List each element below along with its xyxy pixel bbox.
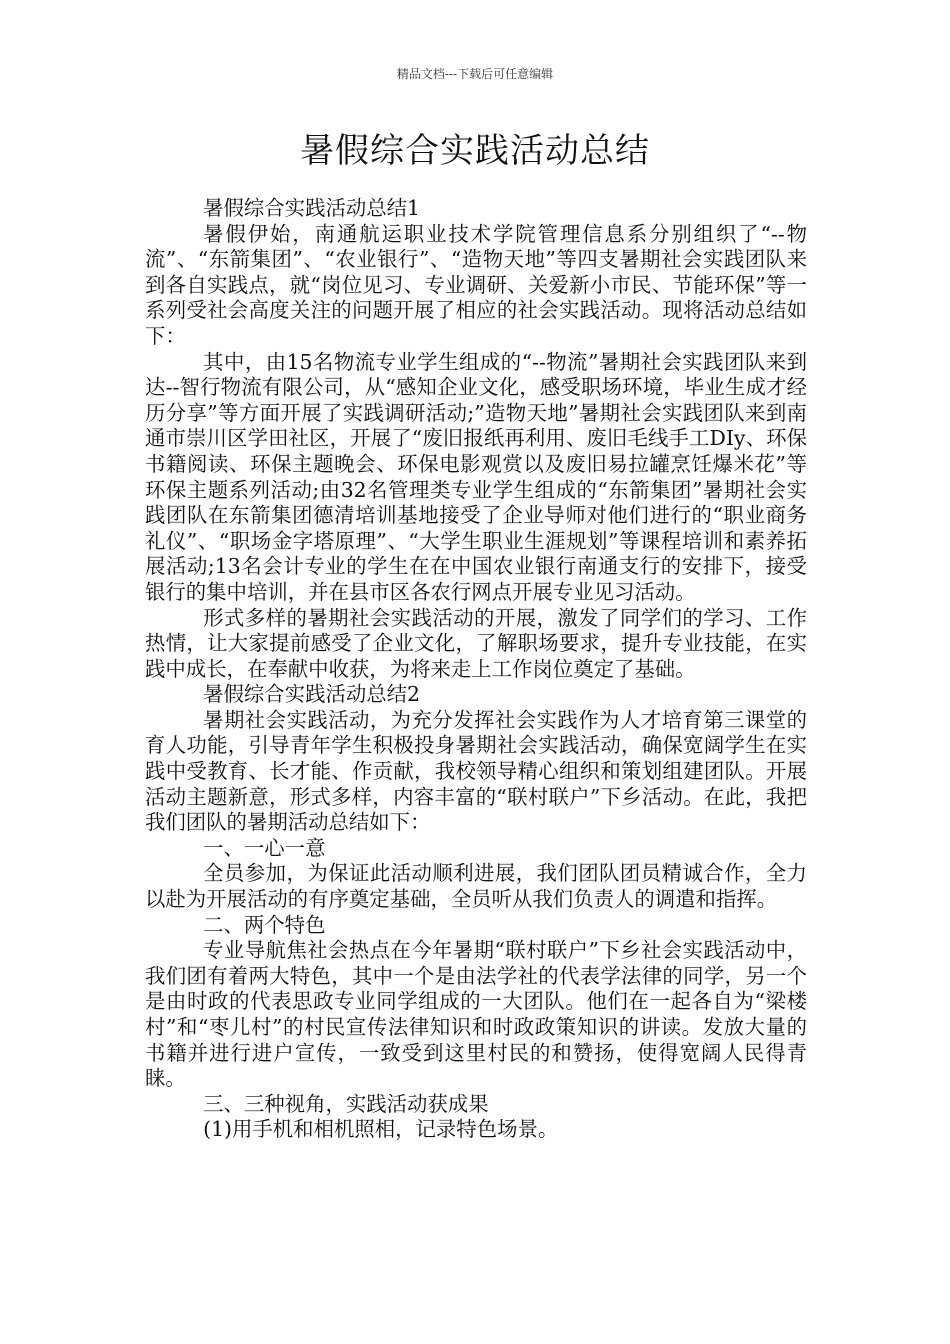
body-paragraph: 形式多样的暑期社会实践活动的开展，激发了同学们的学习、工作热情，让大家提前感受了企业文化，了解职场要求，提升专业技能，在实践中成长，在奉献中收获，为将来走上工作岗位奠定了基础。 (145, 605, 807, 681)
document-body (145, 196, 807, 1143)
subheading: 二、两个特色 (203, 912, 326, 937)
document-title: 暑假综合实践活动总结 (300, 131, 650, 171)
body-paragraph: 专业导航焦社会热点在今年暑期“联村联户”下乡社会实践活动中，我们团有着两大特色，其中一个是由法学社的代表学法律的同学，另一个是由时政的代表思政专业同学组成的一大团队。他们在一起各自为“梁楼村”和“枣儿村”的村民宣传法律知识和时政政策知识的讲读。发放大量的书籍并进行进户宣传，一致受到这里村民的和赞扬，使得宽阔人民得青睐。 (145, 938, 807, 1091)
body-paragraph: (1)用手机和相机照相，记录特色场景。 (203, 1117, 559, 1142)
subheading: 三、三种视角，实践活动获成果 (203, 1091, 489, 1116)
subheading: 一、一心一意 (203, 835, 326, 860)
section-heading-2: 暑假综合实践活动总结2 (203, 682, 421, 707)
section-heading-1: 暑假综合实践活动总结1 (203, 196, 421, 220)
body-paragraph: 其中，由15名物流专业学生组成的“--物流”暑期社会实践团队来到达--智行物流有限公司，从“感知企业文化，感受职场环境，毕业生成才经历分享”等方面开展了实践调研活动;”造物天地”暑期社会实践团队来到南通市崇川区学田社区，开展了“废旧报纸再利用、废旧毛线手工DIy、环保书籍阅读、环保主题晚会、环保电影观赏以及废旧易拉罐烹饪爆米花”等环保主题系列活动;由32名管理类专业学生组成的“东箭集团”暑期社会实践团队在东箭集团德清培训基地接受了企业导师对他们进行的“职业商务礼仪”、“职场金字塔原理”、“大学生职业生涯规划”等课程培训和素养拓展活动;13名会计专业的学生在在中国农业银行南通支行的安排下，接受银行的集中培训，并在县市区各农行网点开展专业见习活动。 (145, 349, 807, 604)
body-paragraph: 暑期社会实践活动，为充分发挥社会实践作为人才培育第三课堂的育人功能，引导青年学生积极投身暑期社会实践活动，确保宽阔学生在实践中受教育、长才能、作贡献，我校领导精心组织和策划组建团队。开展活动主题新意，形式多样，内容丰富的“联村联户”下乡活动。在此，我把我们团队的暑期活动总结如下： (145, 707, 807, 835)
body-paragraph: 全员参加，为保证此活动顺利进展，我们团队团员精诚合作，全力以赴为开展活动的有序奠定基础，全员听从我们负责人的调遣和指挥。 (145, 861, 807, 912)
body-paragraph: 暑假伊始，南通航运职业技术学院管理信息系分别组织了“--物流”、“东箭集团”、“农业银行”、“造物天地”等四支暑期社会实践团队来到各自实践点，就“岗位见习、专业调研、关爱新小市民、节能环保”等一系列受社会高度关注的问题开展了相应的社会实践活动。现将活动总结如下： (145, 221, 807, 348)
page-header: 精品文档---下载后可任意编辑 (396, 67, 554, 81)
